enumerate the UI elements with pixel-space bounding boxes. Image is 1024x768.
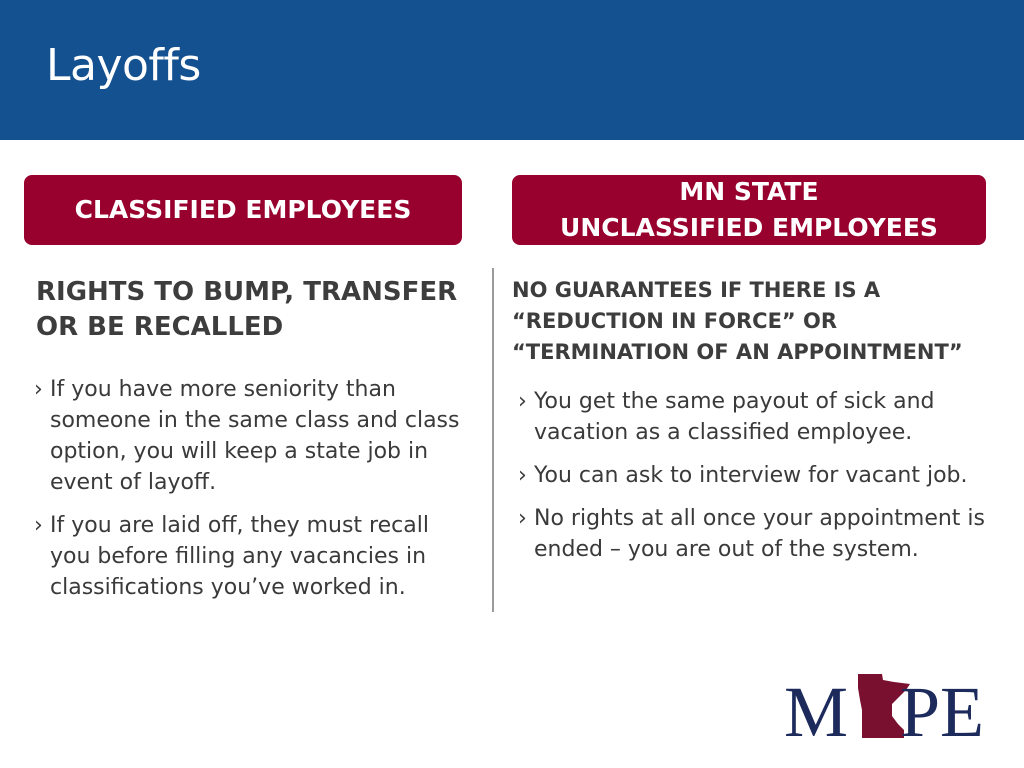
list-item (518, 386, 988, 448)
logo-text-pe: PE (900, 672, 985, 742)
logo-text-m: M (784, 672, 849, 742)
list-item (34, 510, 474, 603)
left-heading (36, 275, 476, 345)
right-heading-line: “TERMINATION OF AN APPOINTMENT” (512, 340, 963, 364)
slide-title: Layoffs (46, 40, 201, 91)
chevron-right-icon: › (518, 389, 527, 414)
bullet-text: You get the same payout of sick and vacation as a classified employee. (534, 389, 935, 445)
bullet-text: If you have more seniority than someone in the same class and class option, you will keep a state job in event of layoff. (50, 377, 460, 495)
unclassified-employees-header (512, 175, 986, 245)
left-bullet-list (34, 374, 474, 615)
list-item (34, 374, 474, 498)
right-heading-line: NO GUARANTEES IF THERE IS A (512, 278, 881, 302)
left-heading-line: RIGHTS TO BUMP, TRANSFER (36, 277, 458, 307)
chevron-right-icon: › (518, 506, 527, 531)
bullet-text: You can ask to interview for vacant job. (534, 463, 968, 488)
bullet-text: No rights at all once your appointment is ended – you are out of the system. (534, 506, 985, 562)
right-heading-line: “REDUCTION IN FORCE” OR (512, 309, 838, 333)
unclassified-header-line: MN STATE (679, 177, 819, 206)
chevron-right-icon: › (518, 463, 527, 488)
right-heading (512, 275, 1002, 368)
unclassified-header-line: UNCLASSIFIED EMPLOYEES (560, 213, 938, 242)
column-divider (492, 268, 494, 612)
right-bullet-list (518, 386, 988, 577)
left-heading-line: OR BE RECALLED (36, 312, 284, 342)
chevron-right-icon: › (34, 377, 43, 402)
list-item (518, 503, 988, 565)
chevron-right-icon: › (34, 513, 43, 538)
bullet-text: If you are laid off, they must recall you before filling any vacancies in classifications you’ve worked in. (50, 513, 429, 600)
title-bar (0, 0, 1024, 140)
list-item (518, 460, 988, 491)
mape-logo (784, 670, 1000, 742)
classified-employees-header-text: CLASSIFIED EMPLOYEES (74, 195, 412, 224)
classified-employees-header (24, 175, 462, 245)
